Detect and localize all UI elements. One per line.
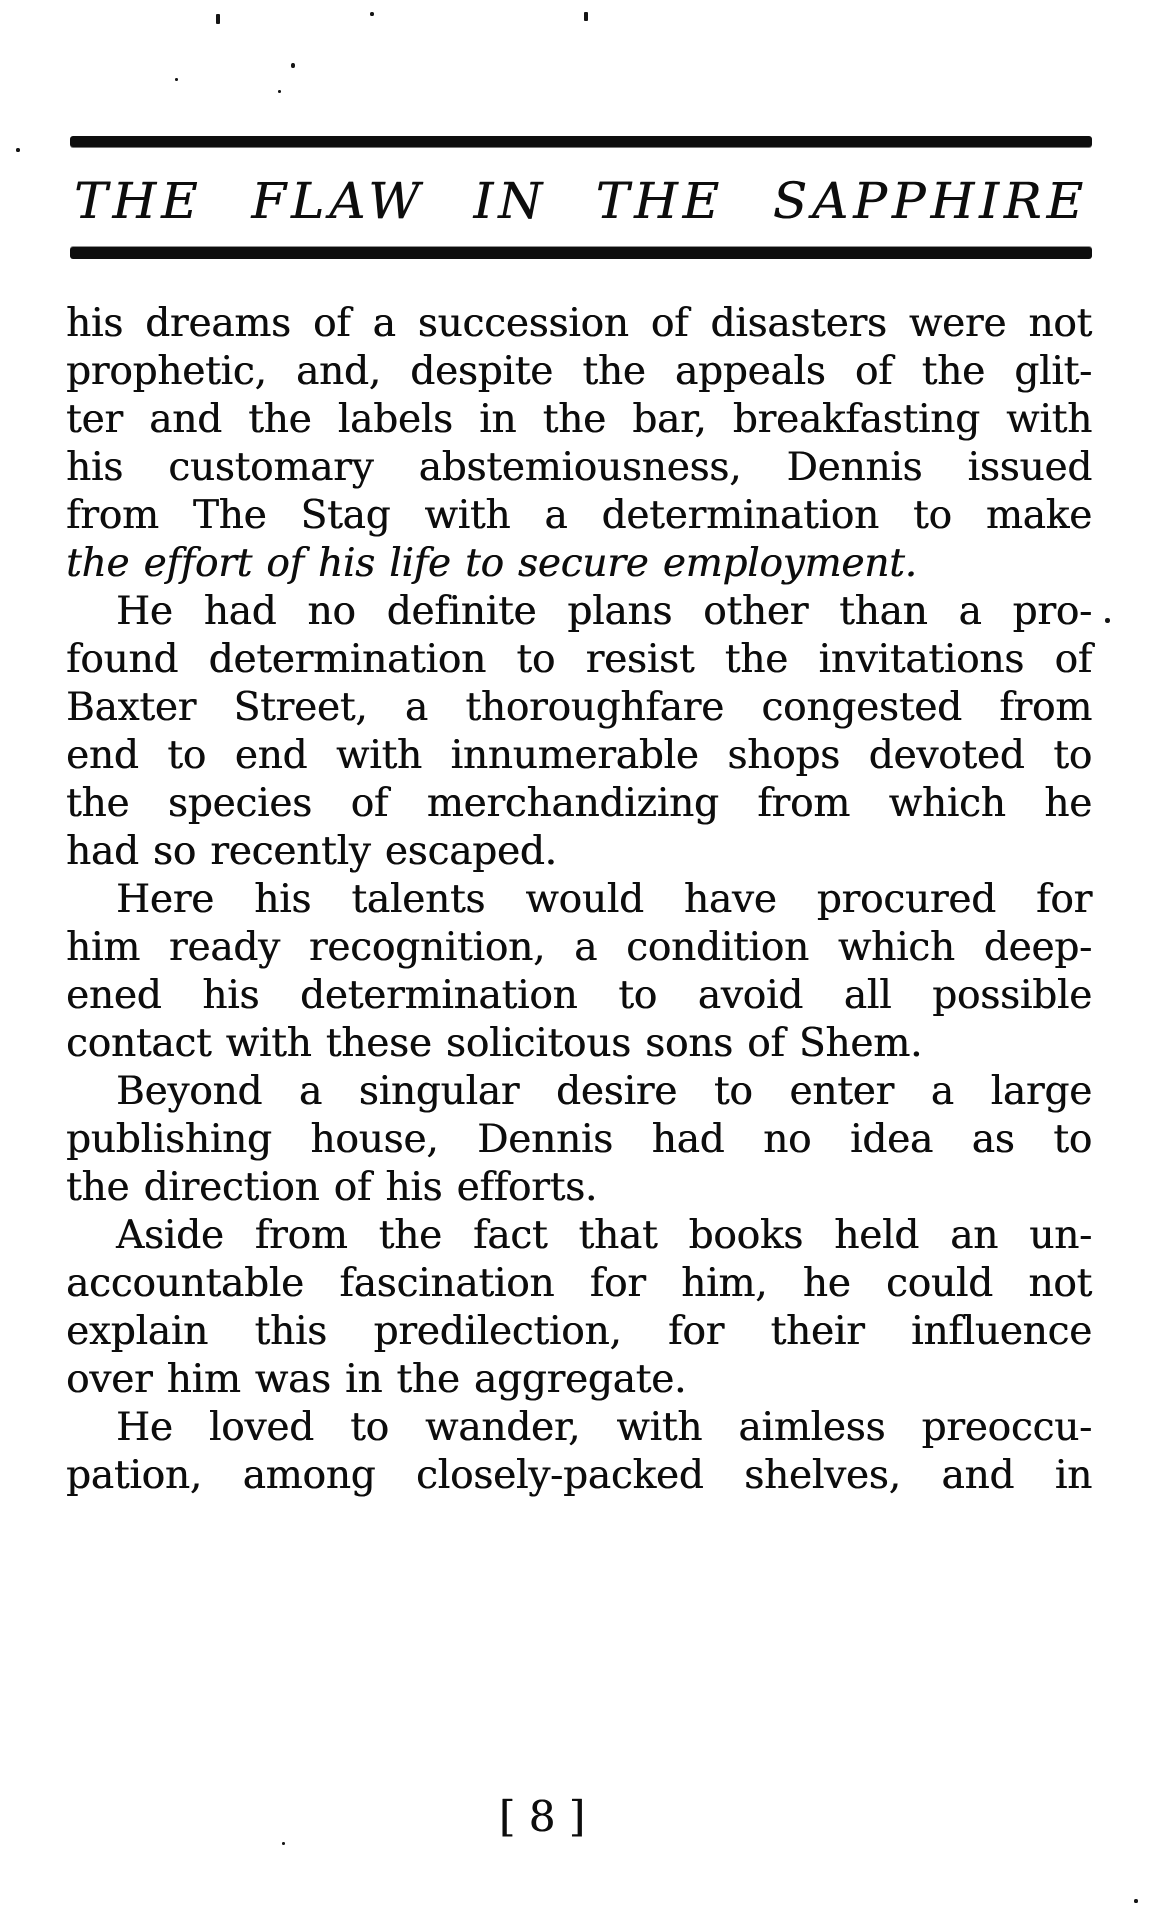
scan-speck	[278, 90, 281, 93]
paragraph	[66, 1404, 1092, 1500]
text-line: explain this predilection, for their influence	[66, 1309, 1092, 1354]
text-line: the effort of his life to secure employment.	[66, 541, 917, 586]
title-word: IN	[473, 172, 547, 230]
body-text	[66, 300, 1092, 1500]
text-line: ened his determination to avoid all possible	[66, 973, 1092, 1018]
scan-speck	[216, 14, 220, 24]
text-line: Aside from the fact that books held an un-	[116, 1213, 1092, 1258]
text-line: accountable fascination for him, he could not	[66, 1261, 1092, 1306]
scan-speck	[175, 78, 178, 81]
paragraph	[66, 876, 1092, 1068]
paragraph	[66, 1212, 1092, 1404]
paragraph	[66, 1068, 1092, 1212]
paragraph	[66, 588, 1092, 876]
text-line: Here his talents would have procured for	[116, 877, 1092, 922]
header-rule-top	[70, 136, 1092, 147]
text-line: Beyond a singular desire to enter a large	[116, 1069, 1092, 1114]
text-line: the direction of his efforts.	[66, 1165, 598, 1210]
text-line: over him was in the aggregate.	[66, 1357, 687, 1402]
scan-speck	[1105, 618, 1110, 623]
title-word: FLAW	[251, 172, 425, 230]
text-line: his dreams of a succession of disasters were not	[66, 301, 1092, 346]
scan-speck	[370, 12, 374, 16]
text-line: prophetic, and, despite the appeals of the glit-	[66, 349, 1092, 394]
text-line: end to end with innumerable shops devoted to	[66, 733, 1092, 778]
text-line: pation, among closely-packed shelves, and in	[66, 1453, 1092, 1498]
text-line: the species of merchandizing from which he	[66, 781, 1092, 826]
text-line: from The Stag with a determination to make	[66, 493, 1092, 538]
paragraph	[66, 300, 1092, 588]
text-line: publishing house, Dennis had no idea as to	[66, 1117, 1092, 1162]
header-rule-bottom	[70, 247, 1092, 259]
text-line: his customary abstemiousness, Dennis issued	[66, 445, 1092, 490]
running-head-title	[74, 172, 1088, 230]
scan-speck	[584, 12, 588, 21]
scan-speck	[16, 148, 20, 152]
page-number-folio: [ 8 ]	[498, 1792, 586, 1841]
text-line: He had no definite plans other than a pro-	[116, 589, 1092, 634]
title-word: THE	[74, 172, 203, 230]
scan-speck	[282, 1842, 285, 1845]
text-line: ter and the labels in the bar, breakfasting with	[66, 397, 1092, 442]
text-line: contact with these solicitous sons of Shem.	[66, 1021, 923, 1066]
scan-speck	[1134, 1899, 1138, 1903]
text-line: him ready recognition, a condition which deep-	[66, 925, 1092, 970]
title-word: SAPPHIRE	[772, 172, 1088, 230]
title-word: THE	[595, 172, 725, 230]
text-line: Baxter Street, a thoroughfare congested from	[66, 685, 1092, 730]
text-line: found determination to resist the invitations of	[66, 637, 1092, 682]
text-line: had so recently escaped.	[66, 829, 557, 874]
scan-speck	[291, 63, 295, 68]
text-line: He loved to wander, with aimless preoccu-	[116, 1405, 1092, 1450]
